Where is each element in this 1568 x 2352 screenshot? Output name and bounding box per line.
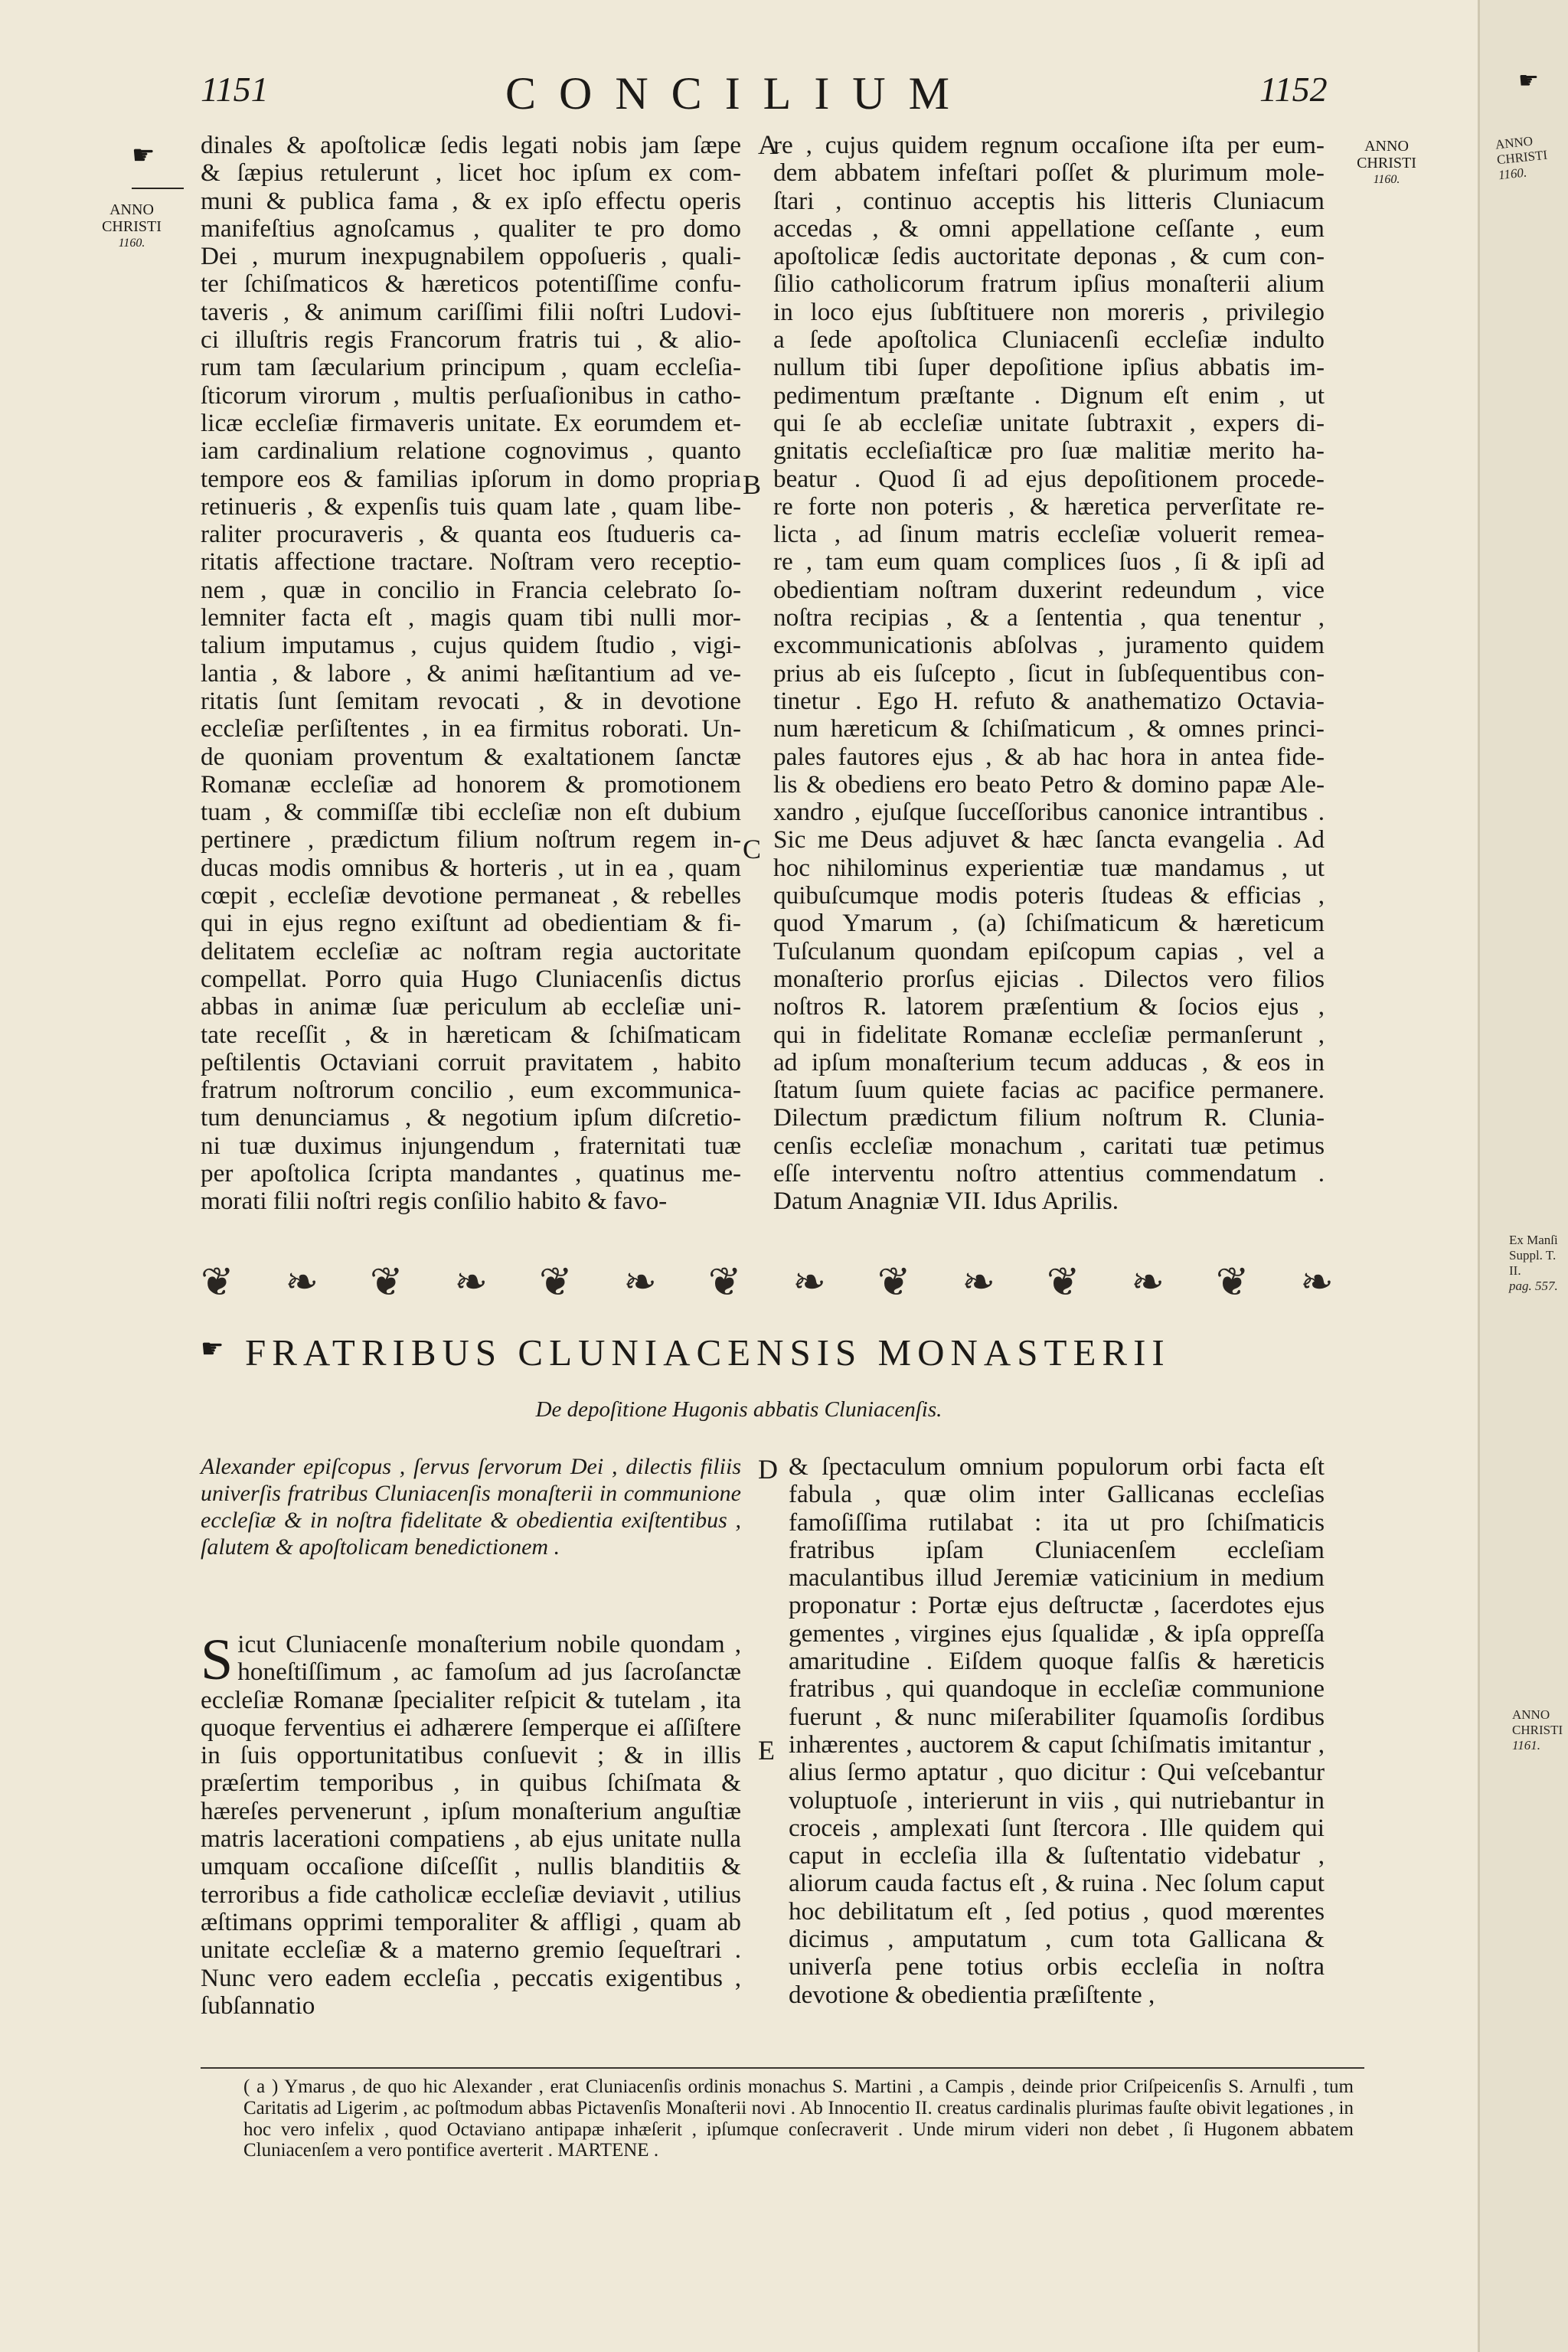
text-line: delitatem eccleſiæ ac noſtram regia auctoritate: [201, 936, 741, 965]
text-line: qui in fidelitate Romanæ eccleſiæ permanſerunt ,: [773, 1020, 1325, 1049]
page-number-left: 1151: [201, 70, 269, 109]
text-line: tuam , & commiſſæ tibi eccleſiæ non eſt dubium: [201, 798, 741, 827]
text-line: xandro , ejuſque ſucceſſoribus canonice intrantibus .: [773, 798, 1325, 827]
text-line: ſtatum ſuum quiete facias ac pacifice permanere.: [773, 1076, 1325, 1105]
edge-source-note: [1509, 1233, 1568, 1294]
text-line: ducas modis omnibus & horteris , ut in ea , quam: [201, 853, 741, 882]
text-line: retinueris , & expenſis tuis quam late , quam libe-: [201, 492, 741, 521]
text-line: prius ab eis ſuſcepto , ſicut in ſubſequentibus con-: [773, 658, 1325, 688]
ornament-icon: ❦: [707, 1261, 742, 1305]
text-line: in loco ejus ſubſtituere non moreris , privilegio: [773, 297, 1325, 326]
running-title: CONCILIUM: [505, 68, 972, 119]
ornament-icon: ❧: [1131, 1261, 1165, 1305]
text-line: ritatis ſunt ſemitam revocati , & in devotione: [201, 686, 741, 715]
section-letter-b: B: [743, 469, 762, 500]
text-line: talium imputamus , cujus quidem ſtudio , vigi-: [201, 631, 741, 660]
ornament-icon: ❦: [369, 1261, 403, 1305]
text-line: morati filii noſtri regis conſilio habito & favo-: [201, 1187, 668, 1216]
pointing-hand-icon: ☛: [201, 1335, 224, 1364]
text-line: licæ eccleſiæ firmaveris unitate. Ex eorumdem et-: [201, 408, 741, 437]
right-text-column: [773, 132, 1325, 1216]
drop-cap: S: [201, 1628, 234, 1692]
edge-year: 1161.: [1512, 1738, 1540, 1753]
ornament-icon: ❧: [285, 1261, 319, 1305]
ornament-icon: ❧: [454, 1261, 488, 1305]
text-line: qui in ejus regno exiſtunt ad obedientiam & fi-: [201, 909, 741, 938]
margin-year: 1160.: [118, 237, 145, 250]
text-line: excommunicationis abſolvas , juramento quidem: [773, 631, 1325, 660]
ornament-icon: ❦: [201, 1261, 234, 1305]
text-line: abbas in animæ ſuæ periculum ab eccleſiæ uni-: [201, 992, 741, 1021]
text-line: tinetur . Ego H. refuto & anathematizo Octavia-: [773, 686, 1325, 715]
text-line: Datum Anagniæ VII. Idus Aprilis.: [773, 1187, 1119, 1216]
ornament-icon: ❦: [1046, 1261, 1080, 1305]
text-line: rum tam ſæcularium principum , quam eccleſia-: [201, 353, 741, 382]
text-line: re forte non poteris , & hæretica perverſitate re-: [773, 492, 1325, 521]
text-line: ſilio catholicorum fratrum ipſius monaſterii alium: [773, 270, 1325, 299]
edge-anno: ANNO: [1512, 1707, 1550, 1722]
margin-year-left: [83, 201, 181, 252]
margin-year: 1160.: [1373, 173, 1400, 186]
section-subtitle: De depoſitione Hugonis abbatis Cluniacenſis.: [535, 1397, 942, 1422]
text-line: qui ſe ab eccleſiæ unitate ſubtraxit , expers di-: [773, 408, 1325, 437]
text-line: ad ipſum monaſterium tecum adducas , & eos in: [773, 1047, 1325, 1076]
text-line: ni tuæ duximus injungendum , fraternitati tuæ: [201, 1131, 741, 1160]
text-line: obedientiam noſtram duxerint redeundum , vice: [773, 575, 1325, 604]
ornament-icon: ❧: [623, 1261, 657, 1305]
text-line: ci illuſtris regis Francorum fratris tui , & alio-: [201, 325, 741, 354]
margin-anno: ANNO: [109, 201, 154, 218]
text-line: num hæreticum & ſchiſmaticum , & omnes princi-: [773, 714, 1325, 743]
text-line: pertinere , prædictum filium noſtrum regem in-: [201, 825, 741, 854]
ornament-icon: ❦: [538, 1261, 573, 1305]
text-line: fratrum noſtrorum concilio , eum excommunica-: [201, 1076, 741, 1105]
pointing-hand-icon: ☛: [1518, 68, 1539, 93]
edge-christi: CHRISTI: [1512, 1723, 1563, 1737]
next-page-edge: [1478, 0, 1568, 2352]
section-letter-d: D: [758, 1454, 778, 1485]
text-line: ſticorum virorum , multis perſuaſionibus in catho-: [201, 381, 741, 410]
text-line: accedas , & omni appellatione ceſſante , eum: [773, 214, 1325, 243]
footnote-rule: [201, 2067, 1364, 2069]
letter-greeting: Alexander epiſcopus , ſervus ſervorum Dei , dilectis filiis univerſis fratribus Cluniacenſis monaſterii in communione eccleſiæ & in noſtra fidelitate & obedientia exiſtentibus , ſalutem & apoſtolicam benedictionem .: [201, 1454, 741, 1560]
text-line: dem abbatem infeſtari poſſet & plurimum mole-: [773, 158, 1325, 188]
text-line: nullum tibi ſuper depoſitione ipſius abbatis im-: [773, 353, 1325, 382]
text-line: re , cujus quidem regnum occaſione iſta per eum-: [773, 131, 1325, 159]
text-line: ritatis affectione tractare. Noſtram vero receptio-: [201, 547, 741, 577]
text-line: cenſis eccleſiæ monachum , caritati tuæ petimus: [773, 1131, 1325, 1160]
section-letter-c: C: [743, 834, 762, 864]
text-line: dinales & apoſtolicæ ſedis legati nobis jam ſæpe: [201, 131, 741, 159]
text-line: eſſe interventu noſtro attentius commendatum .: [773, 1158, 1325, 1187]
ornamental-band: [201, 1260, 1334, 1306]
text-line: tum denunciamus , & negotium ipſum diſcretio-: [201, 1103, 741, 1132]
text-line: noſtra recipias , & a ſententia , qua tenentur ,: [773, 603, 1325, 632]
text-line: beatur . Quod ſi ad ejus depoſitionem procede-: [773, 464, 1325, 493]
text-line: raliter procuraveris , & quanta eos ſtudueris ca-: [201, 520, 741, 549]
edge-suppl: Suppl. T. II.: [1509, 1248, 1557, 1278]
text-line: cœpit , eccleſiæ devotione permaneat , & rebelles: [201, 881, 741, 910]
margin-anno: ANNO: [1364, 138, 1409, 155]
edge-year: 1160.: [1498, 165, 1528, 183]
ornament-icon: ❧: [792, 1261, 826, 1305]
text-line: apoſtolicæ ſedis auctoritate deponas , & cum con-: [773, 242, 1325, 271]
text-line: lemniter facta eſt , magis quam tibi nulli mor-: [201, 603, 741, 632]
text-line: monaſterio prorſus ejicias . Dilectos vero filios: [773, 964, 1325, 993]
edge-anno: ANNO: [1494, 133, 1534, 152]
text-line: Sic me Deus adjuvet & hæc ſancta evangelia . Ad: [773, 825, 1325, 854]
margin-christi: CHRISTI: [102, 218, 162, 235]
ornament-icon: ❧: [962, 1261, 995, 1305]
footnote: ( a ) Ymarus , de quo hic Alexander , erat Cluniacenſis ordinis monachus S. Martini , a Campis , deinde prior Criſpeicenſis S. Arnulfi , tum Caritatis ad Ligerim , ac poſtmodum abbas Pictavenſis Monaſterii novi . Ab Innocentio II. creatus cardinalis plurimas fauſte obivit legationes , in hoc vero infelix , quod Octaviano antipapæ inhæſerit , ipſumque conſecraverit . Unde mirum videri non debet , ſi Hugonem abbatem Cluniacenſem a vero pontifice averterit . MARTENE .: [243, 2076, 1354, 2161]
text-line: re , tam eum quam complices ſuos , ſi & ipſi ad: [773, 547, 1325, 577]
left-text-column: [201, 132, 741, 1216]
text-line: & ſæpius retulerunt , licet hoc ipſum ex com-: [201, 158, 741, 188]
margin-christi: CHRISTI: [1357, 155, 1416, 172]
text-line: tempore eos & familias ipſorum in domo propria: [201, 464, 741, 493]
page-number-right: 1152: [1259, 70, 1328, 109]
ornament-icon: ❧: [1300, 1261, 1334, 1305]
text-line: iam cardinalium relatione cognovimus , quanto: [201, 436, 741, 466]
text-line: hoc nihilominus experientiæ tuæ mandamus , ut: [773, 853, 1325, 882]
text-line: Dilectum prædictum filium noſtrum R. Clunia-: [773, 1103, 1325, 1132]
text-line: noſtros R. latorem præſentium & ſocios ejus ,: [773, 992, 1325, 1021]
margin-rule: [132, 188, 184, 189]
text-line: de quoniam proventum & exaltationem ſanctæ: [201, 742, 741, 771]
text-line: quibuſcumque modis poteris ſtudeas & efficias ,: [773, 881, 1325, 910]
text-line: pedimentum præſtante . Dignum eſt enim , ut: [773, 381, 1325, 410]
edge-pag: pag. 557.: [1509, 1279, 1558, 1293]
text-line: compellat. Porro quia Hugo Cluniacenſis dictus: [201, 964, 741, 993]
text-line: Tuſculanum quondam epiſcopum capias , vel a: [773, 936, 1325, 965]
edge-source: Ex Manſi: [1509, 1233, 1558, 1247]
text-line: muni & publica fama , & ex ipſo effectu operis: [201, 186, 741, 215]
edge-year-bottom: [1512, 1707, 1563, 1753]
letter-body-right: & ſpectaculum omnium populorum orbi facta eſt fabula , quæ olim inter Gallicanas eccleſias famoſiſſima rutilabat : ita ut pro ſchiſmaticis fratribus ipſam Cluniacenſem eccleſiam maculantibus illud Jeremiæ vaticinium in medium proponatur : Portæ ejus deſtructæ , ſacerdotes ejus gementes , virgines ejus ſqualidæ , & ipſa oppreſſa amaritudine . Eiſdem quoque falſis & hæreticis fratribus , qui quandoque in eccleſiæ communione fuerunt , & nunc miſerabiliter ſquamoſis ſordibus inhærentes , auctorem & caput ſchiſmatis imitantur , alius ſermo aptatur , quo dicitur : Qui veſcebantur voluptuoſe , interierunt in viis , qui nutriebantur in croceis , amplexati ſunt ſtercora . Ille quidem qui caput in eccleſia illa & ſuſtentatio videbatur , aliorum cauda factus eſt , & ruina . Nec ſolum caput hoc debilitatum eſt , ſed potius , quod mœrentes dicimus , amputatum , cum tota Gallicana & univerſa pene totius orbis eccleſia in noſtra devotione & obedientia præſiſtente ,: [789, 1452, 1325, 2009]
text-line: gnitatis eccleſiaſticæ pro ſuæ malitiæ merito ha-: [773, 436, 1325, 466]
text-line: eccleſiæ perſiſtentes , in ea firmitus roborati. Un-: [201, 714, 741, 743]
text-line: manifeſtius agnoſcamus , qualiter te pro domo: [201, 214, 741, 243]
text-line: ſtari , continuo acceptis his litteris Cluniacum: [773, 186, 1325, 215]
text-line: licta , ad ſinum matris eccleſiæ voluerit remea-: [773, 520, 1325, 549]
text-line: lis & obediens ero beato Petro & domino papæ Ale-: [773, 769, 1325, 799]
ornament-icon: ❦: [877, 1261, 911, 1305]
text-line: tate receſſit , & in hæreticam & ſchiſmaticam: [201, 1020, 741, 1049]
pointing-hand-icon: ☛: [132, 142, 155, 170]
edge-year-top: [1494, 132, 1550, 184]
letter-body-left: [201, 1628, 741, 2020]
text-line: taveris , & animum cariſſimi filii noſtri Ludovi-: [201, 297, 741, 326]
text-line: ter ſchiſmaticos & hæreticos potentiſſime confu-: [201, 270, 741, 299]
section-letter-a: A: [758, 129, 778, 160]
text-line: peſtilentis Octaviani corruit pravitatem , habito: [201, 1047, 741, 1076]
text-line: pales fautores ejus , & ab hac hora in antea fide-: [773, 742, 1325, 771]
text-line: Romanæ eccleſiæ ad honorem & promotionem: [201, 769, 741, 799]
text-line: Dei , murum inexpugnabilem oppoſueris , quali-: [201, 242, 741, 271]
section-letter-e: E: [758, 1735, 775, 1766]
text-line: lantia , & labore , & animi hæſitantium ad ve-: [201, 658, 741, 688]
letter-body-left-text: icut Cluniacenſe monaſterium nobile quondam , honeſtiſſimum , ac famoſum ad jus ſacroſanctæ eccleſiæ Romanæ ſpecialiter reſpicit & tutelam , ita quoque ferventius ei adhærere ſemperque ei aſſiſtere in ſuis opportunitatibus conſuevit ; & in illis præſertim temporibus , in quibus ſchiſmata & hæreſes pervenerunt , ipſum monaſterium anguſtiæ matris lacerationi compatiens , ab ejus unitate nulla umquam occaſione diſceſſit , nullis blanditiis & terroribus a fide catholicæ eccleſiæ deviavit , utilius æſtimans opprimi temporaliter & affligi , quam ab unitate eccleſiæ & a materno gremio ſequeſtrari . Nunc vero eadem eccleſia , peccatis exigentibus , ſubſannatio: [201, 1630, 741, 2020]
text-line: quod Ymarum , (a) ſchiſmaticum & hæreticum: [773, 909, 1325, 938]
text-line: nem , quæ in concilio in Francia celebrato ſo-: [201, 575, 741, 604]
margin-year-right: [1344, 138, 1429, 188]
edge-christi: CHRISTI: [1496, 147, 1548, 168]
ornament-icon: ❦: [1215, 1261, 1250, 1305]
text-line: a ſede apoſtolica Cluniacenſi eccleſiæ indulto: [773, 325, 1325, 354]
section-title: FRATRIBUS CLUNIACENSIS MONASTERII: [245, 1331, 1171, 1374]
text-line: per apoſtolica ſcripta mandantes , quatinus me-: [201, 1158, 741, 1187]
